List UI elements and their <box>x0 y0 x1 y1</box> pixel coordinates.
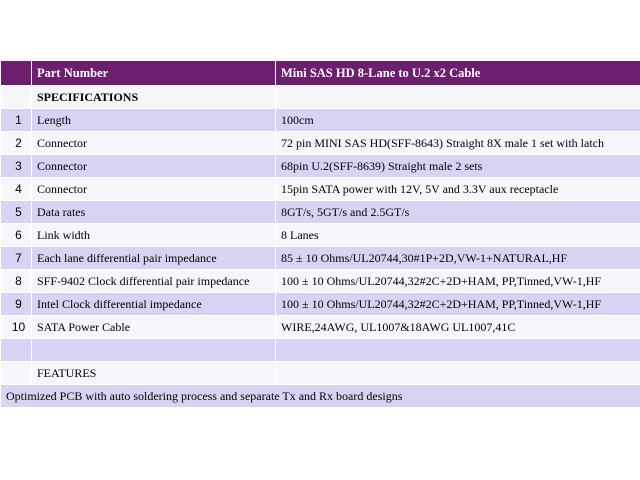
feature-item-row <box>1 385 640 408</box>
spec-name: SFF-9402 Clock differential pair impedance <box>32 270 276 293</box>
spec-num: 3 <box>1 155 32 178</box>
spec-value: 100cm <box>276 109 640 132</box>
spec-num: 7 <box>1 247 32 270</box>
spec-value: 72 pin MINI SAS HD(SFF-8643) Straight 8X male 1 set with latch <box>276 132 640 155</box>
specifications-row <box>1 86 640 109</box>
spec-row <box>1 201 640 224</box>
spacer-row <box>1 339 640 362</box>
spec-num: 4 <box>1 178 32 201</box>
header-num-cell <box>1 61 32 86</box>
spec-num: 1 <box>1 109 32 132</box>
specifications-label: SPECIFICATIONS <box>32 86 276 109</box>
feature-item: Optimized PCB with auto soldering process and separate Tx and Rx board designs <box>1 385 640 408</box>
spec-value: 68pin U.2(SFF-8639) Straight male 2 sets <box>276 155 640 178</box>
spec-row <box>1 224 640 247</box>
features-label: FEATURES <box>32 362 276 385</box>
part-number-value: Mini SAS HD 8-Lane to U.2 x2 Cable <box>276 61 640 86</box>
spec-value: 8GT/s, 5GT/s and 2.5GT/s <box>276 201 640 224</box>
spec-num: 2 <box>1 132 32 155</box>
spec-num: 9 <box>1 293 32 316</box>
spec-name: Link width <box>32 224 276 247</box>
spec-value: 15pin SATA power with 12V, 5V and 3.3V aux receptacle <box>276 178 640 201</box>
spec-name: Connector <box>32 155 276 178</box>
features-row <box>1 362 640 385</box>
spec-value: WIRE,24AWG, UL1007&18AWG UL1007,41C <box>276 316 640 339</box>
spec-num: 6 <box>1 224 32 247</box>
spec-name: Connector <box>32 178 276 201</box>
spec-row <box>1 109 640 132</box>
header-row <box>1 61 640 86</box>
spec-name: Connector <box>32 132 276 155</box>
spec-num: 5 <box>1 201 32 224</box>
spec-value: 100 ± 10 Ohms/UL20744,32#2C+2D+HAM, PP,Tinned,VW-1,HF <box>276 293 640 316</box>
spec-name: Length <box>32 109 276 132</box>
spec-row <box>1 293 640 316</box>
spec-name: Data rates <box>32 201 276 224</box>
spec-num: 10 <box>1 316 32 339</box>
spec-row <box>1 247 640 270</box>
spec-name: Each lane differential pair impedance <box>32 247 276 270</box>
part-number-label: Part Number <box>32 61 276 86</box>
spec-row <box>1 178 640 201</box>
spec-row <box>1 270 640 293</box>
spec-num: 8 <box>1 270 32 293</box>
spec-name: Intel Clock differential impedance <box>32 293 276 316</box>
spec-value: 85 ± 10 Ohms/UL20744,30#1P+2D,VW-1+NATURAL,HF <box>276 247 640 270</box>
spec-row <box>1 155 640 178</box>
spec-row <box>1 316 640 339</box>
spec-name: SATA Power Cable <box>32 316 276 339</box>
spec-row <box>1 132 640 155</box>
spec-table <box>0 60 640 408</box>
spec-value: 100 ± 10 Ohms/UL20744,32#2C+2D+HAM, PP,Tinned,VW-1,HF <box>276 270 640 293</box>
spec-value: 8 Lanes <box>276 224 640 247</box>
